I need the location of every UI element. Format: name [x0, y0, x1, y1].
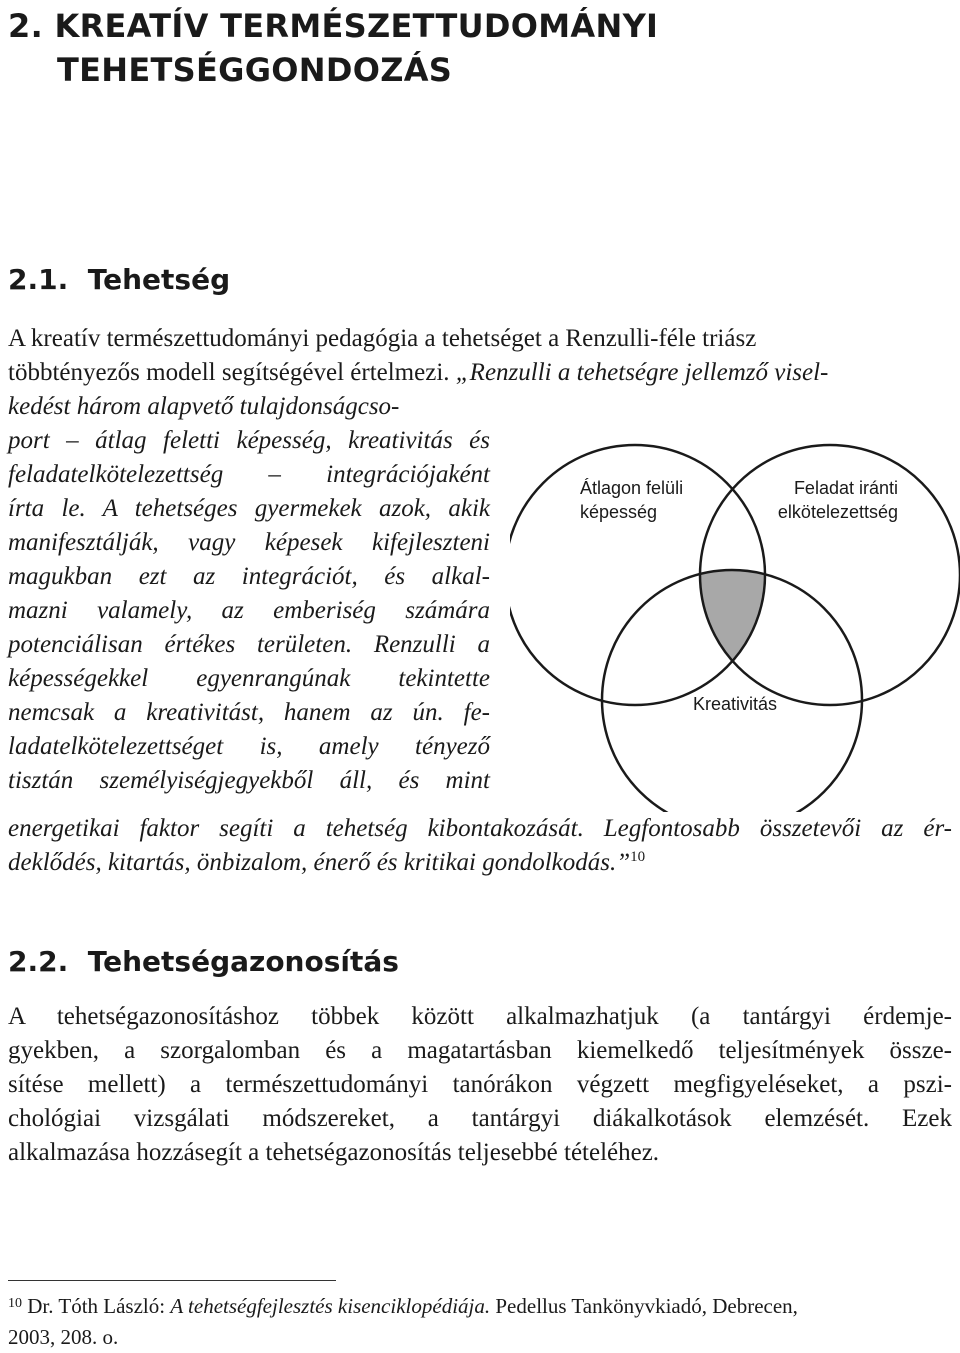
- section-title: Tehetségazonosítás: [87, 945, 399, 978]
- quote-line: port – átlag feletti képesség, kreativitás és: [8, 427, 490, 454]
- section-title: Tehetség: [87, 263, 231, 296]
- chapter-heading: [8, 4, 658, 92]
- quote-line: tisztán személyiségjegyekből áll, és mint: [8, 767, 490, 794]
- paragraph-line: alkalmazása hozzásegít a tehetségazonosítás teljesebbé tételéhez.: [8, 1139, 660, 1166]
- quote-line: ladatelkötelezettséget is, amely tényező: [8, 733, 490, 760]
- section-heading-talent: [8, 262, 230, 298]
- footnote-publisher: Pedellus Tankönyvkiadó, Debrecen,: [490, 1294, 798, 1318]
- quote-line: írta le. A tehetséges gyermekek azok, akik: [8, 495, 490, 522]
- label-commitment-1: Feladat iránti: [793, 478, 898, 498]
- footnote: [8, 1291, 952, 1353]
- quote-line: mazni valamely, az emberiség számára: [8, 597, 490, 624]
- quote-start: „Renzulli a tehetségre jellemző visel-: [455, 359, 829, 386]
- intro-line-2: [8, 356, 952, 390]
- paragraph-line: chológiai vizsgálati módszereket, a tantárgyi diákalkotások elemzését. Ezek: [8, 1105, 952, 1132]
- quote-line: kedést három alapvető tulajdonságcso-: [8, 393, 400, 420]
- quote-wide-line-1: energetikai faktor segíti a tehetség kibontakozását. Legfontosabb összetevői az ér-: [8, 815, 952, 842]
- label-ability-2: képesség: [580, 502, 658, 522]
- intro-line-1: A kreatív természettudományi pedagógia a tehetséget a Renzulli-féle triász: [8, 325, 757, 352]
- label-commitment-2: elkötelezettség: [777, 502, 898, 522]
- footnote-author: Dr. Tóth László:: [27, 1294, 171, 1318]
- chapter-title-line2: TEHETSÉGGONDOZÁS: [57, 51, 453, 89]
- paragraph-line: A tehetségazonosításhoz többek között alkalmazhatjuk (a tantárgyi érdemje-: [8, 1003, 952, 1030]
- intro-text: többtényezős modell segítségével értelmezi.: [8, 359, 456, 386]
- section-number: 2.1.: [8, 263, 69, 296]
- footnote-ref[interactable]: 10: [630, 849, 646, 865]
- paragraph-line: gyekben, a szorgalomban és a magatartásban kiemelkedő teljesítmények össze-: [8, 1037, 952, 1064]
- label-creativity: Kreativitás: [692, 694, 778, 714]
- quote-line: magukban ezt az integrációt, és alkal-: [8, 563, 490, 590]
- chapter-number: 2.: [8, 7, 44, 45]
- chapter-title-line1: KREATÍV TERMÉSZETTUDOMÁNYI: [54, 7, 659, 45]
- quote-line: nemcsak a kreativitást, hanem az ún. fe-: [8, 699, 490, 726]
- paragraph-line: sítése mellett) a természettudományi tanórákon végzett megfigyeléseket, a pszi-: [8, 1071, 952, 1098]
- footnote-divider: [8, 1280, 336, 1281]
- footnote-book-title: A tehetségfejlesztés kisenciklopédiája.: [170, 1294, 491, 1318]
- section-number: 2.2.: [8, 945, 69, 978]
- quote-end: deklődés, kitartás, önbizalom, énerő és kritikai gondolkodás.”: [8, 849, 631, 876]
- quote-line: manifesztálják, vagy képesek kifejleszteni: [8, 529, 490, 556]
- quote-line: potenciálisan értékes területen. Renzulli a: [8, 631, 490, 658]
- footnote-year-page: 2003, 208. o.: [8, 1325, 119, 1349]
- quote-wide-line-2: [8, 846, 952, 880]
- renzulli-venn-diagram: [510, 440, 960, 812]
- quote-line: feladatelkötelezettség – integrációjaként: [8, 461, 490, 488]
- label-ability-1: Átlagon felüli: [580, 478, 684, 498]
- section-heading-identification: [8, 944, 399, 980]
- quote-line: képességekkel egyenrangúnak tekintette: [8, 665, 490, 692]
- footnote-number: 10: [8, 1296, 22, 1311]
